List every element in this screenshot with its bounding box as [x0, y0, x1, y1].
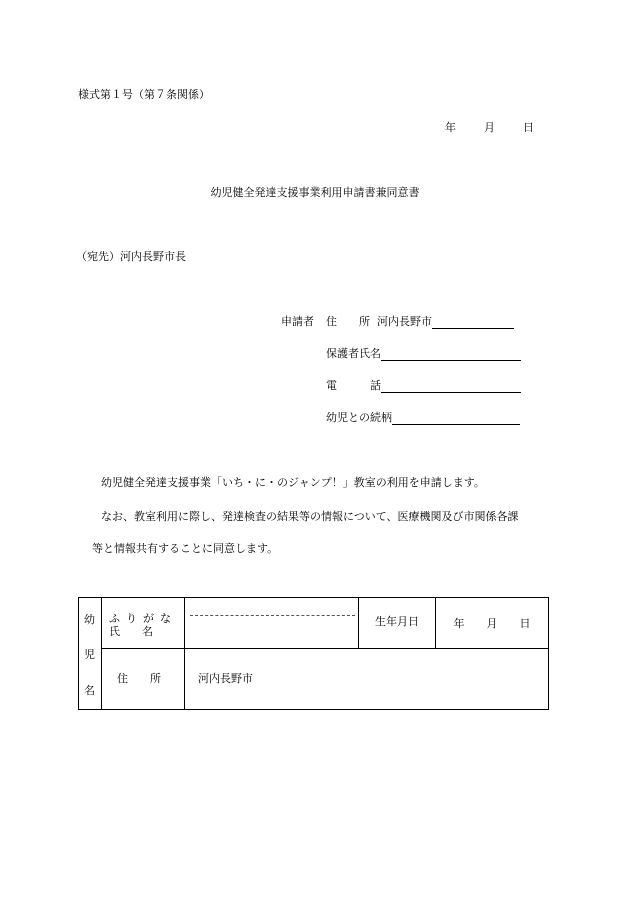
- date-day: 日: [523, 121, 534, 134]
- birth-value-cell[interactable]: [436, 598, 549, 649]
- birth-value: 年 月 日: [453, 617, 531, 630]
- form-number: 様式第１号（第７条関係）: [78, 88, 210, 101]
- child-name-side-label: [79, 598, 102, 710]
- body-paragraph-2-line-1: なお、教室利用に際し、発達検査の結果等の情報について、医療機関及び市関係各課: [101, 510, 519, 523]
- phone-label: 電 話: [326, 379, 381, 392]
- furigana-divider: [190, 615, 355, 616]
- applicant-address-prefix: 河内長野市: [377, 315, 432, 328]
- address-value-cell[interactable]: [185, 649, 549, 710]
- name-label-cell: [102, 598, 185, 649]
- guardian-label: 保護者氏名: [326, 347, 381, 360]
- phone-row: [326, 379, 521, 393]
- address-label: 住 所: [117, 672, 161, 685]
- relation-label: 幼児との続柄: [326, 411, 392, 424]
- side-char-2: 児: [84, 648, 95, 661]
- guardian-row: [326, 347, 521, 361]
- phone-field[interactable]: [381, 379, 521, 393]
- birth-label: 生年月日: [375, 615, 419, 628]
- side-char-1: 幼: [84, 613, 95, 626]
- applicant-address-field[interactable]: [432, 315, 514, 329]
- birth-label-cell: [359, 598, 436, 649]
- body-paragraph-1: 幼児健全発達支援事業「いち・に・のジャンプ！」教室の利用を申請します。: [101, 476, 485, 489]
- applicant-address-label: 住 所: [326, 315, 370, 328]
- furigana-label: ふりがな: [109, 612, 177, 625]
- name-input-cell[interactable]: [185, 598, 359, 649]
- child-info-table: [78, 597, 549, 710]
- date-month: 月: [484, 121, 495, 134]
- applicant-label: 申請者: [281, 315, 314, 328]
- guardian-name-field[interactable]: [381, 347, 521, 361]
- name-label: 氏 名: [109, 625, 153, 638]
- address-value: 河内長野市: [198, 672, 253, 685]
- side-char-3: 名: [84, 684, 95, 697]
- applicant-address-row: [326, 315, 514, 329]
- relation-field[interactable]: [392, 411, 520, 425]
- date-line: [445, 121, 534, 135]
- body-paragraph-2-line-2: 等と情報共有することに同意します。: [92, 542, 279, 555]
- addressee: （宛先）河内長野市長: [76, 250, 186, 263]
- address-label-cell: [102, 649, 185, 710]
- document-title: 幼児健全発達支援事業利用申請書兼同意書: [210, 186, 420, 199]
- date-year: 年: [445, 121, 456, 134]
- relation-row: [326, 411, 520, 425]
